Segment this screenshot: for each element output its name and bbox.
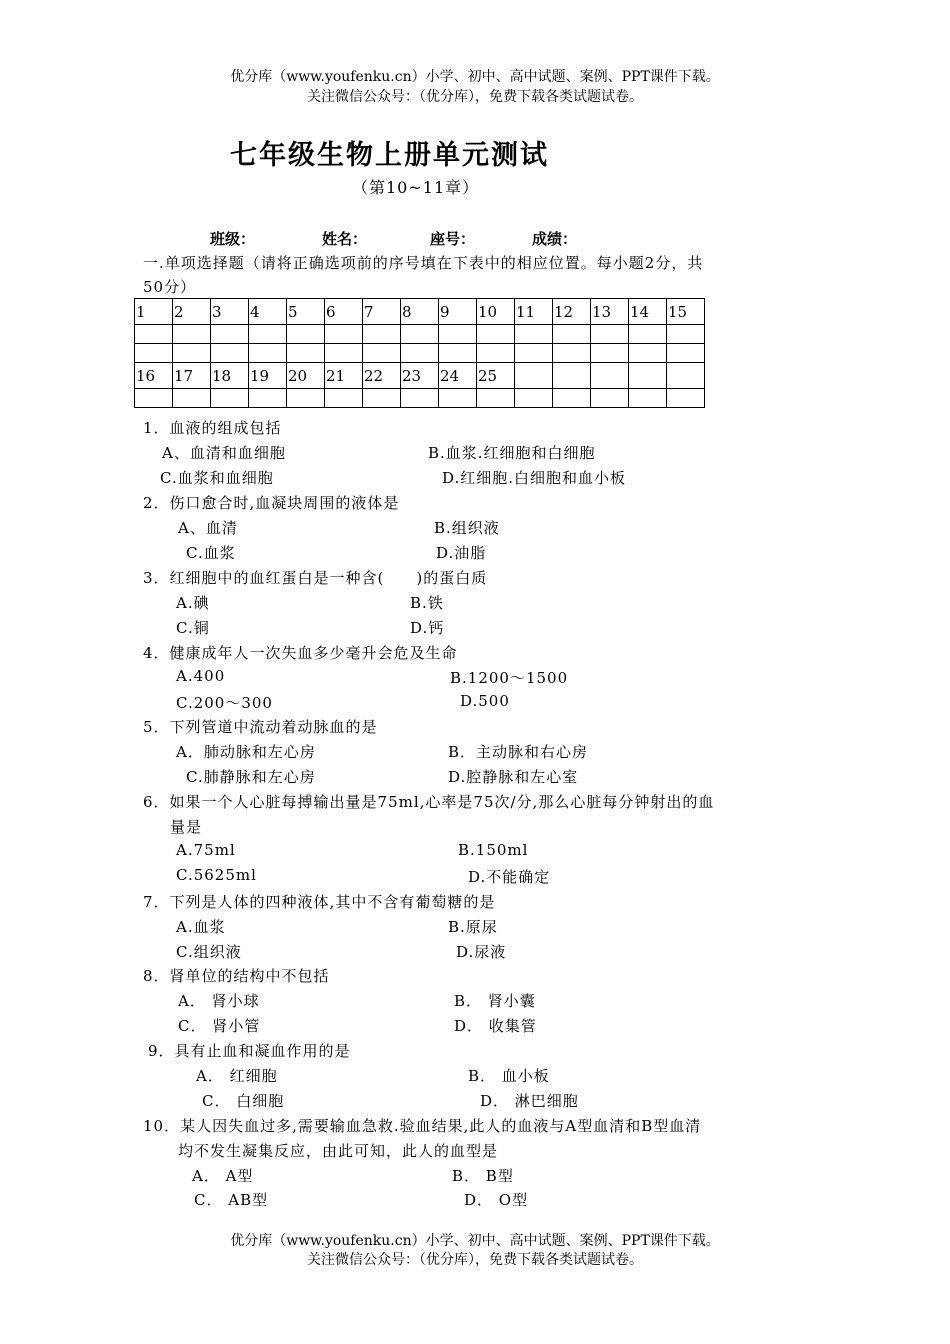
question-8-option-c: C． 肾小管	[178, 1017, 261, 1035]
table-cell: 7	[363, 299, 401, 325]
question-9-option-b: B． 血小板	[468, 1067, 550, 1085]
question-1-option-b: B.血浆.红细胞和白细胞	[428, 444, 596, 462]
header-line-2: 关注微信公众号：（优分库），免费下载各类试题试卷。	[307, 89, 643, 105]
answer-cell[interactable]	[667, 325, 705, 344]
question-3-stem: 3．红细胞中的血红蛋白是一种含( )的蛋白质	[143, 569, 488, 587]
question-3-option-d: D.钙	[410, 619, 445, 637]
question-2-option-a: A、血清	[178, 519, 238, 537]
question-10-stem-line2: 均不发生凝集反应，由此可知，此人的血型是	[178, 1142, 499, 1160]
question-3-option-b: B.铁	[410, 594, 444, 612]
answer-cell[interactable]	[287, 389, 325, 408]
question-6-stem-line1: 6．如果一个人心脏每搏输出量是75ml,心率是75次/分,那么心脏每分钟射出的血	[143, 793, 715, 811]
table-cell: 17	[173, 363, 211, 389]
question-4-option-c: C.200～300	[176, 694, 273, 712]
table-cell	[667, 363, 705, 389]
question-7-option-c: C.组织液	[176, 943, 242, 961]
question-10-option-c: C． AB型	[194, 1191, 269, 1209]
page-subtitle: （第10~11章）	[352, 178, 480, 197]
question-4-option-d: D.500	[460, 692, 510, 710]
table-cell: 16	[135, 363, 173, 389]
table-cell: 12	[553, 299, 591, 325]
answer-cell[interactable]	[401, 325, 439, 344]
table-cell	[553, 363, 591, 389]
answer-cell[interactable]	[591, 325, 629, 344]
table-cell: 3	[211, 299, 249, 325]
answer-cell[interactable]	[401, 389, 439, 408]
table-cell: 8	[401, 299, 439, 325]
answer-cell[interactable]	[515, 389, 553, 408]
table-cell: 9	[439, 299, 477, 325]
question-5-option-d: D.腔静脉和左心室	[448, 768, 579, 786]
score-label: 成绩：	[532, 230, 578, 248]
question-1-stem: 1．血液的组成包括	[143, 419, 282, 437]
answer-cell[interactable]	[477, 325, 515, 344]
question-5-option-b: B．主动脉和右心房	[448, 743, 589, 761]
answer-cell[interactable]	[287, 325, 325, 344]
page-title: 七年级生物上册单元测试	[230, 140, 549, 171]
table-cell: 14	[629, 299, 667, 325]
question-5-option-c: C.肺静脉和左心房	[186, 768, 316, 786]
table-cell: 21	[325, 363, 363, 389]
class-label: 班级：	[210, 230, 256, 248]
table-cell: 19	[249, 363, 287, 389]
question-8-option-d: D． 收集管	[454, 1017, 537, 1035]
answer-row-1	[135, 325, 705, 344]
table-cell: 20	[287, 363, 325, 389]
question-10-option-d: D． O型	[464, 1191, 529, 1209]
answer-cell[interactable]	[439, 325, 477, 344]
answer-cell[interactable]	[629, 325, 667, 344]
answer-cell[interactable]	[325, 389, 363, 408]
table-cell: 15	[667, 299, 705, 325]
section1-heading-line1: 一.单项选择题（请将正确选项前的序号填在下表中的相应位置。每小题2分，共	[143, 254, 704, 272]
header-line-1: 优分库（www.youfenku.cn）小学、初中、高中试题、案例、PPT课件下载。	[230, 69, 720, 85]
table-cell: 2	[173, 299, 211, 325]
question-6-stem-line2: 量是	[170, 818, 203, 836]
seat-label: 座号：	[430, 230, 476, 248]
question-4-stem: 4．健康成年人一次失血多少毫升会危及生命	[143, 644, 458, 662]
question-9-stem: 9．具有止血和凝血作用的是	[148, 1042, 351, 1060]
question-2-option-c: C.血浆	[186, 544, 236, 562]
question-1-option-a: A、血清和血细胞	[162, 444, 286, 462]
table-cell: 5	[287, 299, 325, 325]
answer-cell[interactable]	[439, 389, 477, 408]
answer-cell[interactable]	[173, 389, 211, 408]
answer-cell[interactable]	[591, 389, 629, 408]
table-cell: 25	[477, 363, 515, 389]
answer-cell[interactable]	[667, 389, 705, 408]
question-8-option-b: B． 肾小囊	[454, 992, 536, 1010]
section1-heading-line2: 50分）	[143, 278, 197, 296]
question-10-stem-line1: 10．某人因失血过多,需要输血急救.验血结果,此人的血液与A型血清和B型血清	[143, 1117, 702, 1135]
answer-cell[interactable]	[553, 325, 591, 344]
question-2-option-d: D.油脂	[436, 544, 487, 562]
table-cell: 4	[249, 299, 287, 325]
answer-cell[interactable]	[553, 389, 591, 408]
question-8-stem: 8．肾单位的结构中不包括	[143, 967, 330, 985]
answer-cell[interactable]	[249, 389, 287, 408]
table-cell: 13	[591, 299, 629, 325]
question-2-option-b: B.组织液	[434, 519, 500, 537]
table-cell: 18	[211, 363, 249, 389]
question-9-option-c: C． 白细胞	[202, 1092, 285, 1110]
answer-cell[interactable]	[515, 325, 553, 344]
table-cell	[629, 363, 667, 389]
answer-table	[134, 298, 705, 408]
question-8-option-a: A． 肾小球	[178, 992, 260, 1010]
answer-cell[interactable]	[629, 389, 667, 408]
answer-cell[interactable]	[249, 325, 287, 344]
table-cell: 22	[363, 363, 401, 389]
question-6-option-c: C.5625ml	[176, 866, 257, 884]
table-cell: 10	[477, 299, 515, 325]
question-5-option-a: A．肺动脉和左心房	[176, 743, 316, 761]
footer-line-1: 优分库（www.youfenku.cn）小学、初中、高中试题、案例、PPT课件下载。	[230, 1233, 720, 1249]
question-1-option-c: C.血浆和血细胞	[160, 469, 274, 487]
question-4-option-a: A.400	[176, 667, 226, 685]
question-5-stem: 5．下列管道中流动着动脉血的是	[143, 718, 378, 736]
table-cell	[591, 363, 629, 389]
table-cell: 23	[401, 363, 439, 389]
table-cell: 11	[515, 299, 553, 325]
question-7-option-d: D.尿液	[456, 943, 507, 961]
question-6-option-a: A.75ml	[176, 841, 236, 859]
table-cell: 6	[325, 299, 363, 325]
question-9-option-a: A． 红细胞	[196, 1067, 278, 1085]
table-cell	[515, 363, 553, 389]
table-spacer-row	[135, 344, 705, 363]
table-cell: 24	[439, 363, 477, 389]
question-7-option-b: B.原尿	[448, 918, 498, 936]
question-2-stem: 2．伤口愈合时,血凝块周围的液体是	[143, 494, 400, 512]
question-1-option-d: D.红细胞.白细胞和血小板	[442, 469, 627, 487]
answer-cell[interactable]	[363, 325, 401, 344]
question-3-option-a: A.碘	[176, 594, 210, 612]
answer-cell[interactable]	[211, 325, 249, 344]
question-10-option-a: A． A型	[192, 1167, 254, 1185]
answer-table-header-row-2	[135, 363, 705, 389]
question-7-stem: 7．下列是人体的四种液体,其中不含有葡萄糖的是	[143, 893, 496, 911]
question-9-option-d: D． 淋巴细胞	[480, 1092, 579, 1110]
question-10-option-b: B． B型	[452, 1167, 514, 1185]
question-4-option-b: B.1200～1500	[450, 669, 569, 687]
answer-cell[interactable]	[325, 325, 363, 344]
answer-cell[interactable]	[135, 389, 173, 408]
question-6-option-b: B.150ml	[458, 841, 529, 859]
answer-cell[interactable]	[173, 325, 211, 344]
question-7-option-a: A.血浆	[176, 918, 226, 936]
footer-line-2: 关注微信公众号：（优分库），免费下载各类试题试卷。	[307, 1252, 643, 1268]
name-label: 姓名：	[322, 230, 368, 248]
table-cell: 1	[135, 299, 173, 325]
answer-cell[interactable]	[135, 325, 173, 344]
answer-cell[interactable]	[211, 389, 249, 408]
answer-row-2	[135, 389, 705, 408]
question-3-option-c: C.铜	[176, 619, 210, 637]
answer-table-header-row-1	[135, 299, 705, 325]
answer-cell[interactable]	[363, 389, 401, 408]
answer-cell[interactable]	[477, 389, 515, 408]
question-6-option-d: D.不能确定	[468, 868, 551, 886]
